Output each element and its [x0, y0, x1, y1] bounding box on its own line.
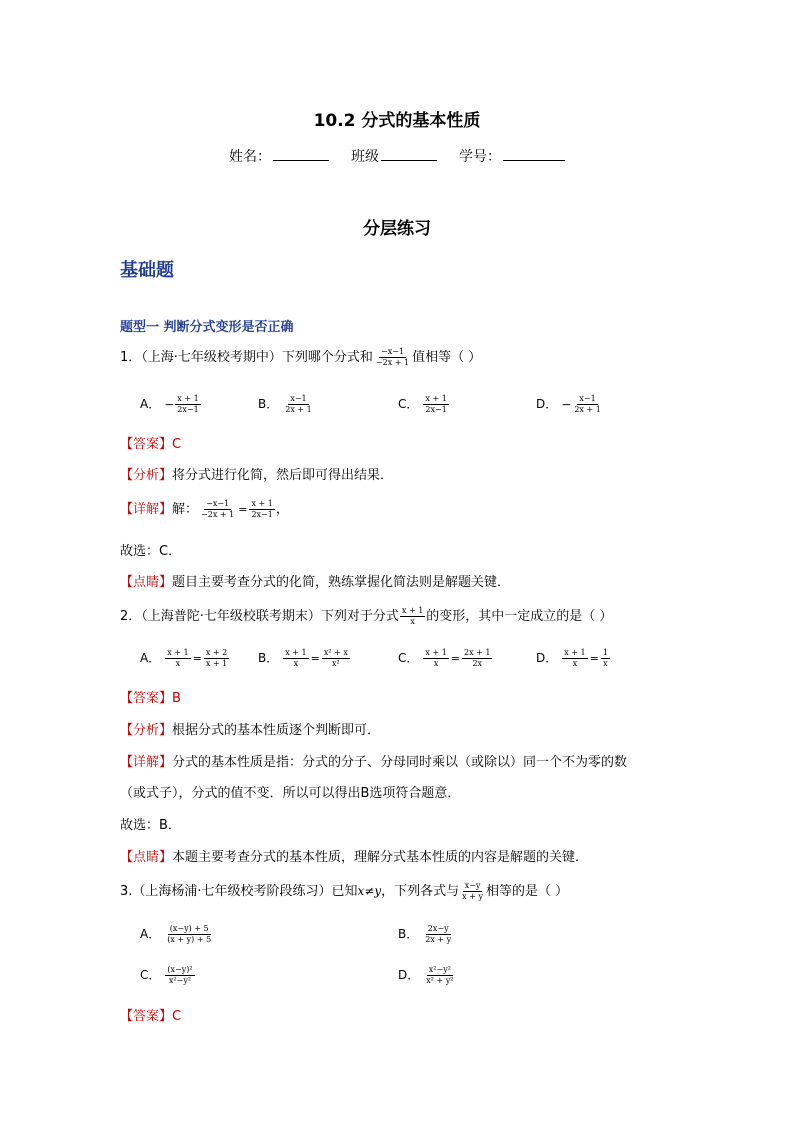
q2-analysis: 【分析】根据分式的基本性质逐个判断即可．: [120, 723, 381, 738]
question-type-heading: 题型一 判断分式变形是否正确: [120, 320, 294, 335]
q2-comment: 【点睛】本题主要考查分式的基本性质，理解分式基本性质的内容是解题的关键．: [120, 850, 589, 865]
q1-option-a: A． − $\frac{x + 1}{2x-1}$: [140, 394, 199, 414]
class-blank: [381, 148, 437, 161]
q3-option-a: A． $\frac{(x-y) + 5}{(x + y) + 5}$: [140, 924, 212, 944]
q2-answer: 【答案】B: [120, 691, 181, 706]
q3-stem-fraction: $\frac{x-y}{x + y}$: [462, 881, 483, 901]
q3-answer: 【答案】C: [120, 1009, 182, 1024]
q2-choice: 故选：B．: [120, 818, 181, 833]
q3-option-c: C． $\frac{\text{(x−y)²}}{\text{x²−y²}}$: [140, 965, 193, 985]
class-label: 班级: [351, 149, 379, 165]
id-blank: [503, 148, 565, 161]
q1-detail: 【详解】解： $\frac{-x-1}{-2x + 1}$ = $\frac{x + 1}{2x-1}$ ，: [120, 499, 289, 519]
name-label: 姓名：: [229, 149, 271, 165]
page-title: 10.2 分式的基本性质: [313, 111, 481, 131]
q1-choice: 故选：C．: [120, 544, 182, 559]
q1-option-c: C． $\frac{x + 1}{2x-1}$: [398, 394, 447, 414]
q3-option-b: B． $\frac{2x-y}{2x + y}$: [398, 924, 452, 944]
id-label: 学号：: [459, 149, 501, 165]
q2-detail-line1: 【详解】分式的基本性质是指：分式的分子、分母同时乘以（或除以）同一个不为零的数: [120, 755, 628, 770]
q2-option-d: D． $\frac{x + 1}{x}$ = $\frac{1}{x}$: [536, 648, 608, 668]
q3-stem: 3.（上海杨浦·七年级校考阶段练习）已知x≠y，下列各式与 $\frac{x-y}{x + y}$ 相等的是（ ）: [120, 881, 569, 901]
q1-option-b: B． $\frac{x-1}{2x + 1}$: [258, 394, 312, 414]
q2-stem-fraction: $\frac{x + 1}{x}$: [401, 606, 424, 626]
q2-option-b: B． $\frac{x + 1}{x}$ = $\frac{\text{x² + x}}{\text{x²}}$: [258, 648, 348, 668]
q1-analysis: 【分析】将分式进行化简，然后即可得出结果．: [120, 468, 394, 483]
q1-option-d: D． − $\frac{x-1}{2x + 1}$: [536, 394, 601, 414]
student-info-line: [0, 146, 794, 166]
q1-stem-end: 值相等（ ）: [412, 350, 482, 365]
section-subtitle: 分层练习: [363, 219, 431, 239]
q1-stem-fraction: $\frac{-x-1}{-2x + 1}$: [375, 347, 410, 367]
q1-stem-text: 1．（上海·七年级校考期中）下列哪个分式和: [120, 350, 373, 365]
q3-option-d: D． $\frac{\text{x²−y²}}{\text{x² + y²}}$: [398, 965, 454, 985]
q1-answer: 【答案】C: [120, 437, 182, 452]
level-heading: 基础题: [120, 260, 174, 281]
q1-comment: 【点睛】题目主要考查分式的化简，熟练掌握化简法则是解题关键．: [120, 575, 511, 590]
q1-stem: [120, 346, 481, 368]
q2-stem: 2．（上海普陀·七年级校联考期末）下列对于分式 $\frac{x + 1}{x}$ 的变形，其中一定成立的是（ ）: [120, 606, 613, 626]
q2-option-a: A． $\frac{x + 1}{x}$ = $\frac{x + 2}{x + 1}$: [140, 648, 228, 668]
name-blank: [273, 148, 329, 161]
q2-option-c: C． $\frac{x + 1}{x}$ = $\frac{2x + 1}{2x}$: [398, 648, 491, 668]
q2-detail-line2: （或式子），分式的值不变．所以可以得出B选项符合题意．: [120, 786, 461, 801]
